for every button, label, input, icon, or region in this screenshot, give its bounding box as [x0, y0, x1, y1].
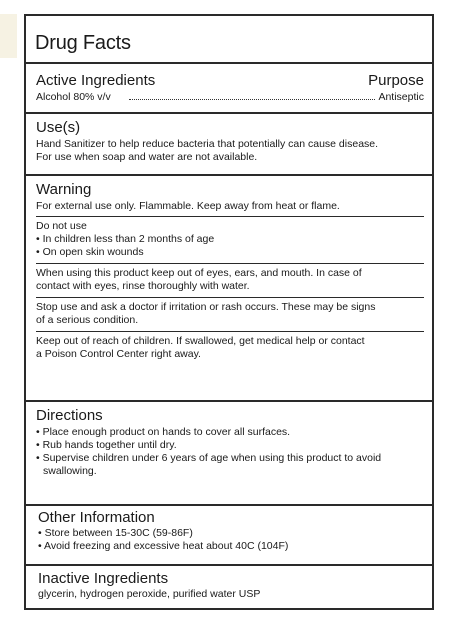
do-not-use-item: • On open skin wounds	[36, 246, 144, 258]
stop-use-block	[36, 297, 424, 331]
do-not-use-item: • In children less than 2 months of age	[36, 233, 215, 245]
other-information-section	[26, 504, 432, 564]
other-information-heading: Other Information	[38, 509, 155, 526]
stop-use-line: Stop use and ask a doctor if irritation or rash occurs. These may be signs	[36, 301, 376, 313]
purpose-heading: Purpose	[368, 72, 424, 89]
title-section	[26, 16, 432, 62]
page-edge-tab	[0, 14, 17, 58]
directions-line: • Place enough product on hands to cover all surfaces.	[36, 426, 291, 438]
inactive-ingredients-heading: Inactive Ingredients	[38, 570, 169, 587]
directions-line: • Rub hands together until dry.	[36, 439, 177, 451]
uses-line: For use when soap and water are not available.	[36, 151, 258, 163]
active-ingredients-section	[26, 62, 432, 112]
page-title: Drug Facts	[35, 32, 131, 54]
active-ingredients-heading: Active Ingredients	[36, 72, 156, 89]
eyes-warning-line: contact with eyes, rinse thoroughly with water.	[36, 280, 250, 292]
keep-out-line: a Poison Control Center right away.	[36, 348, 201, 360]
uses-section	[26, 112, 432, 174]
do-not-use-heading: Do not use	[36, 220, 87, 232]
eyes-warning-block	[36, 263, 424, 297]
uses-heading: Use(s)	[36, 119, 81, 136]
purpose-value: Antiseptic	[378, 91, 424, 103]
directions-line: swallowing.	[43, 465, 97, 477]
do-not-use-block	[36, 216, 424, 263]
warning-heading: Warning	[36, 181, 92, 198]
warning-section	[26, 174, 432, 400]
eyes-warning-line: When using this product keep out of eyes, ears, and mouth. In case of	[36, 267, 362, 279]
directions-line: • Supervise children under 6 years of age when using this product to avoid	[36, 452, 382, 464]
active-ingredient: Alcohol 80% v/v	[36, 91, 111, 103]
inactive-ingredients-text: glycerin, hydrogen peroxide, purified water USP	[38, 588, 261, 600]
dot-leader	[129, 98, 376, 100]
other-information-line: • Store between 15-30C (59-86F)	[38, 527, 193, 539]
drug-facts-panel	[24, 14, 434, 610]
uses-line: Hand Sanitizer to help reduce bacteria that potentially can cause disease.	[36, 138, 379, 150]
stop-use-line: of a serious condition.	[36, 314, 139, 326]
directions-heading: Directions	[36, 407, 103, 424]
warning-line: For external use only. Flammable. Keep away from heat or flame.	[36, 200, 340, 212]
keep-out-block	[36, 331, 424, 365]
inactive-ingredients-section	[26, 564, 432, 610]
directions-section	[26, 400, 432, 504]
other-information-line: • Avoid freezing and excessive heat about 40C (104F)	[38, 540, 289, 552]
keep-out-line: Keep out of reach of children. If swallowed, get medical help or contact	[36, 335, 365, 347]
